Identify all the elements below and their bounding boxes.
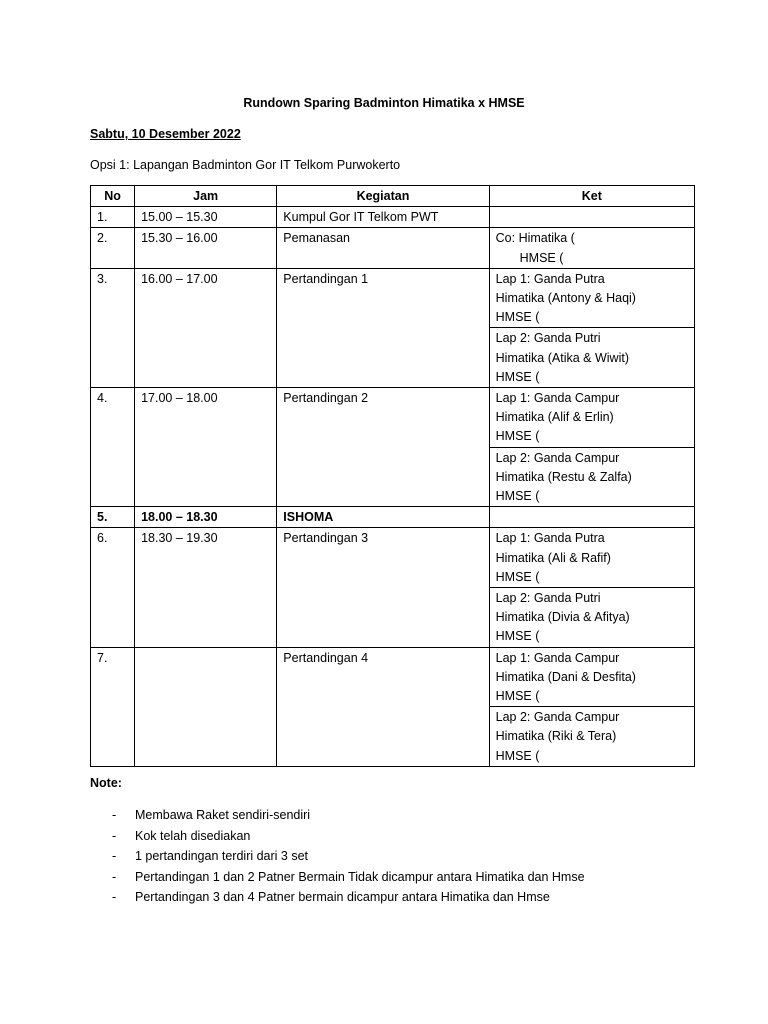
- table-header-row: [91, 186, 695, 207]
- bullet-dash: -: [112, 890, 117, 904]
- ket-line: HMSE (: [495, 310, 540, 325]
- table-row: [91, 528, 695, 588]
- table-row: [91, 507, 695, 528]
- cell-jam: 15.30 – 16.00: [135, 228, 277, 268]
- list-item: [112, 826, 585, 847]
- cell-ket: [489, 228, 694, 268]
- header-no: No: [91, 186, 135, 207]
- cell-ket: [489, 328, 694, 388]
- header-kegiatan: Kegiatan: [277, 186, 489, 207]
- cell-no: 7.: [91, 647, 135, 766]
- cell-kegiatan: Pemanasan: [277, 228, 489, 268]
- cell-no: 6.: [91, 528, 135, 647]
- cell-ket: [489, 388, 694, 448]
- header-jam: Jam: [135, 186, 277, 207]
- table-row: [91, 388, 695, 448]
- event-date: Sabtu, 10 Desember 2022: [90, 127, 241, 141]
- cell-no: 3.: [91, 268, 135, 387]
- ket-line: Himatika (Atika & Wiwit): [495, 350, 629, 365]
- cell-kegiatan: ISHOMA: [277, 507, 489, 528]
- ket-line: Lap 2: Ganda Putri: [495, 591, 601, 606]
- note-text: Kok telah disediakan: [135, 828, 251, 843]
- bullet-dash: -: [112, 808, 117, 822]
- bullet-dash: -: [112, 869, 117, 884]
- ket-line: Himatika (Restu & Zalfa): [495, 469, 632, 484]
- cell-kegiatan: Pertandingan 3: [277, 528, 489, 647]
- list-item: [112, 805, 585, 826]
- cell-jam: 17.00 – 18.00: [135, 388, 277, 507]
- ket-line: HMSE (: [495, 369, 540, 384]
- cell-ket: [489, 707, 694, 767]
- cell-ket: [489, 647, 694, 707]
- note-text: Membawa Raket sendiri-sendiri: [135, 808, 311, 822]
- notes-heading: Note:: [90, 776, 122, 790]
- ket-line: HMSE (: [495, 569, 540, 584]
- bullet-dash: -: [112, 828, 117, 843]
- note-text: 1 pertandingan terdiri dari 3 set: [135, 849, 309, 863]
- rundown-table: [90, 185, 695, 767]
- cell-jam: 18.30 – 19.30: [135, 528, 277, 647]
- cell-ket: [489, 528, 694, 588]
- cell-ket: [489, 447, 694, 507]
- table-row: [91, 268, 695, 328]
- ket-line: Himatika (Dani & Desfita): [495, 669, 636, 684]
- list-item: [112, 867, 585, 888]
- cell-jam: [135, 647, 277, 766]
- cell-ket: [489, 268, 694, 328]
- table-row: [91, 207, 695, 228]
- cell-no: 1.: [91, 207, 135, 228]
- cell-kegiatan: Pertandingan 4: [277, 647, 489, 766]
- list-item: [112, 887, 585, 908]
- ket-line: Lap 1: Ganda Putra: [495, 531, 605, 546]
- cell-ket: [489, 588, 694, 648]
- ket-line: Co: Himatika (: [495, 231, 575, 246]
- ket-line: Himatika (Riki & Tera): [495, 729, 617, 744]
- ket-line: Lap 2: Ganda Campur: [495, 710, 620, 725]
- cell-jam: 15.00 – 15.30: [135, 207, 277, 228]
- notes-list: [112, 805, 585, 908]
- bullet-dash: -: [112, 849, 117, 863]
- cell-no: 4.: [91, 388, 135, 507]
- ket-line: HMSE (: [495, 689, 540, 704]
- table-row: [91, 647, 695, 707]
- cell-jam: 18.00 – 18.30: [135, 507, 277, 528]
- ket-line: HMSE (: [519, 250, 564, 265]
- table-row: [91, 228, 695, 268]
- note-text: Pertandingan 1 dan 2 Patner Bermain Tidak dicampur antara Himatika dan Hmse: [135, 869, 585, 884]
- venue-option: Opsi 1: Lapangan Badminton Gor IT Telkom Purwokerto: [90, 158, 401, 172]
- ket-line: HMSE (: [495, 748, 540, 763]
- cell-kegiatan: Pertandingan 2: [277, 388, 489, 507]
- cell-kegiatan: Kumpul Gor IT Telkom PWT: [277, 207, 489, 228]
- note-text: Pertandingan 3 dan 4 Patner bermain dicampur antara Himatika dan Hmse: [135, 890, 550, 904]
- cell-no: 2.: [91, 228, 135, 268]
- cell-ket: [489, 507, 694, 528]
- ket-line: Himatika (Ali & Rafif): [495, 550, 611, 565]
- ket-line: Himatika (Alif & Erlin): [495, 410, 614, 425]
- ket-line: HMSE (: [495, 629, 540, 644]
- cell-kegiatan: Pertandingan 1: [277, 268, 489, 387]
- cell-ket: [489, 207, 694, 228]
- ket-line: Lap 1: Ganda Campur: [495, 650, 620, 665]
- header-ket: Ket: [489, 186, 694, 207]
- ket-line: HMSE (: [495, 489, 540, 504]
- ket-line: Himatika (Antony & Haqi): [495, 291, 636, 306]
- ket-line: Himatika (Divia & Afitya): [495, 610, 630, 625]
- cell-jam: 16.00 – 17.00: [135, 268, 277, 387]
- ket-line: Lap 2: Ganda Putri: [495, 331, 601, 346]
- list-item: [112, 846, 585, 867]
- ket-line: Lap 1: Ganda Putra: [495, 271, 605, 286]
- document-title: Rundown Sparing Badminton Himatika x HMSE: [243, 96, 525, 110]
- ket-line: Lap 2: Ganda Campur: [495, 450, 620, 465]
- ket-line: Lap 1: Ganda Campur: [495, 391, 620, 406]
- ket-line: HMSE (: [495, 429, 540, 444]
- cell-no: 5.: [91, 507, 135, 528]
